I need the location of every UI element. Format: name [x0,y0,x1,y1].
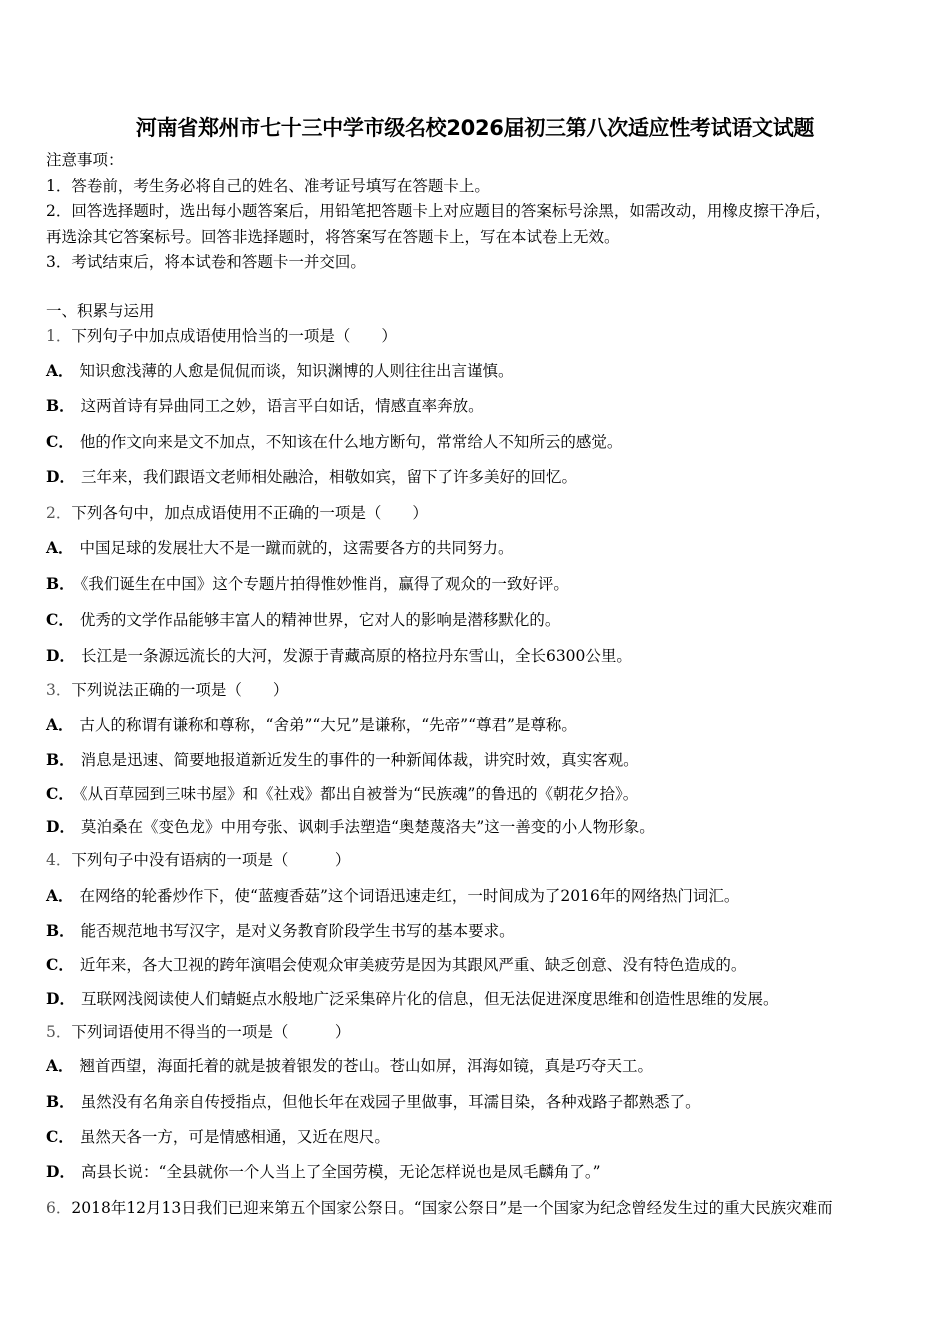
question-number: 1． [46,327,72,345]
answer-option [46,784,638,804]
question-number: 3． [46,681,72,699]
answer-option [46,1162,601,1182]
question-stem [46,1198,833,1218]
answer-option [46,1092,701,1112]
question-number: 6． [46,1199,72,1217]
answer-option [46,715,577,735]
option-label: D． [46,989,75,1008]
answer-option [46,610,560,630]
answer-option [46,538,514,558]
option-text: 莫泊桑在《变色龙》中用夸张、讽刺手法塑造“奥楚蔑洛夫”这一善变的小人物形象。 [80,818,655,836]
option-text: 在网络的轮番炒作下，使“蓝瘦香菇”这个词语迅速走红，一时间成为了2016年的网络热门词汇。 [79,887,740,905]
option-label: B． [46,574,75,593]
answer-option [46,361,514,381]
question-text: 下列说法正确的一项是（ ） [71,681,289,699]
option-label: C． [46,1127,74,1146]
question-text: 2018年12月13日我们已迎来第五个国家公祭日。“国家公祭日”是一个国家为纪念曾经发生过的重大民族灾难而 [71,1199,833,1217]
option-text: 《从百草园到三味书屋》和《社戏》都出自被誉为“民族魂”的鲁迅的《朝花夕拾》。 [79,785,639,803]
question-stem [46,326,397,346]
answer-option [46,646,632,666]
question-text: 下列各句中，加点成语使用不正确的一项是（ ） [71,504,428,522]
notes-item [46,252,366,272]
option-text: 中国足球的发展壮大不是一蹴而就的，这需要各方的共同努力。 [79,539,514,557]
option-label: A． [46,1056,74,1075]
option-text: 虽然没有名角亲自传授指点，但他长年在戏园子里做事，耳濡目染，各种戏路子都熟悉了。 [80,1093,701,1111]
question-text: 下列词语使用不得当的一项是（ ） [71,1023,351,1041]
option-text: 长江是一条源远流长的大河，发源于青藏高原的格拉丹东雪山，全长6300公里。 [80,647,632,665]
answer-option [46,432,622,452]
option-label: A． [46,886,74,905]
option-label: C． [46,432,74,451]
answer-option [46,750,639,770]
option-label: D． [46,467,75,486]
section-heading [46,301,155,321]
question-stem [46,850,350,870]
answer-option [46,989,778,1009]
notes-item-text: 1．答卷前，考生务必将自己的姓名、准考证号填写在答题卡上。 [46,177,490,195]
option-label: A． [46,715,74,734]
option-text: 消息是迅速、简要地报道新近发生的事件的一种新闻体裁，讲究时效，真实客观。 [80,751,639,769]
notes-item-text: 3．考试结束后，将本试卷和答题卡一并交回。 [46,253,366,271]
question-number: 4． [46,851,72,869]
question-text: 下列句子中加点成语使用恰当的一项是（ ） [71,327,397,345]
answer-option [46,1056,653,1076]
option-label: B． [46,750,75,769]
option-label: D． [46,1162,75,1181]
answer-option [46,817,655,837]
option-text: 这两首诗有异曲同工之妙，语言平白如话，情感直率奔放。 [80,397,484,415]
option-text: 优秀的文学作品能够丰富人的精神世界，它对人的影响是潜移默化的。 [79,611,561,629]
option-label: B． [46,1092,75,1111]
option-label: D． [46,817,75,836]
option-label: A． [46,361,74,380]
section-heading-text: 一、积累与运用 [46,302,155,320]
option-text: 古人的称谓有谦称和尊称，“舍弟”“大兄”是谦称，“先帝”“尊君”是尊称。 [79,716,577,734]
option-text: 高县长说：“全县就你一个人当上了全国劳模，无论怎样说也是凤毛麟角了。” [80,1163,601,1181]
answer-option [46,955,746,975]
answer-option [46,1127,390,1147]
document-title: 河南省郑州市七十三中学市级名校2026届初三第八次适应性考试语文试题 [135,116,815,140]
question-text: 下列句子中没有语病的一项是（ ） [71,851,351,869]
answer-option [46,574,569,594]
notes-item [46,201,831,221]
option-text: 能否规范地书写汉字，是对义务教育阶段学生书写的基本要求。 [80,922,515,940]
option-label: B． [46,396,75,415]
option-text: 互联网浅阅读使人们蜻蜓点水般地广泛采集碎片化的信息，但无法促进深度思维和创造性思维的发展。 [80,990,779,1008]
notes-heading [46,150,124,170]
option-text: 《我们诞生在中国》这个专题片拍得惟妙惟肖，赢得了观众的一致好评。 [80,575,569,593]
notes-item-text: 再选涂其它答案标号。回答非选择题时，将答案写在答题卡上，写在本试卷上无效。 [46,228,620,246]
question-number: 5． [46,1023,72,1041]
option-text: 翘首西望，海面托着的就是披着银发的苍山。苍山如屏，洱海如镜，真是巧夺天工。 [79,1057,654,1075]
option-label: C． [46,610,74,629]
option-text: 近年来，各大卫视的跨年演唱会使观众审美疲劳是因为其跟风严重、缺乏创意、没有特色造成的。 [79,956,747,974]
question-number: 2． [46,504,72,522]
notes-item [46,176,490,196]
answer-option [46,921,515,941]
question-stem [46,1022,350,1042]
answer-option [46,886,739,906]
notes-heading-text: 注意事项： [46,151,124,169]
notes-item-text: 2．回答选择题时，选出每小题答案后，用铅笔把答题卡上对应题目的答案标号涂黑，如需改动，用橡皮擦干净后， [46,202,831,220]
option-label: A． [46,538,74,557]
option-label: C． [46,784,74,803]
option-text: 三年来，我们跟语文老师相处融洽，相敬如宾，留下了许多美好的回忆。 [80,468,577,486]
option-text: 虽然天各一方，可是情感相通，又近在咫尺。 [79,1128,390,1146]
option-text: 他的作文向来是文不加点，不知该在什么地方断句，常常给人不知所云的感觉。 [79,433,623,451]
option-label: D． [46,646,75,665]
option-label: C． [46,955,74,974]
option-text: 知识愈浅薄的人愈是侃侃而谈，知识渊博的人则往往出言谨慎。 [79,362,514,380]
answer-option [46,396,484,416]
option-label: B． [46,921,75,940]
answer-option [46,467,577,487]
question-stem [46,503,428,523]
question-stem [46,680,288,700]
notes-item [46,227,620,247]
